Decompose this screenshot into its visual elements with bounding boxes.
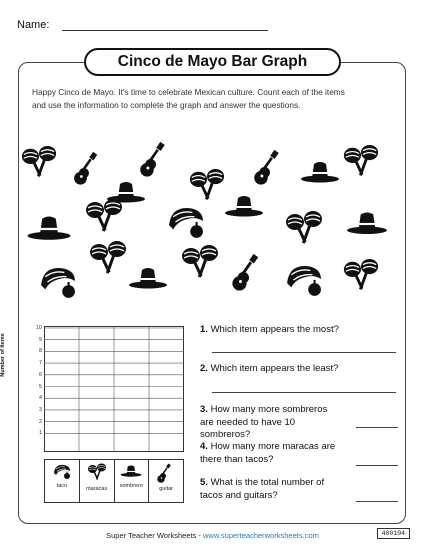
y-tick-label: 5 xyxy=(38,383,42,390)
category-sombrero xyxy=(115,460,150,502)
worksheet-code: 400104 xyxy=(377,528,410,539)
question-number: 2. xyxy=(200,363,208,374)
question-text: Which item appears the least? xyxy=(210,363,339,374)
sombrero-icon xyxy=(120,463,142,480)
maracas-icon xyxy=(90,241,126,274)
items-to-count xyxy=(20,140,400,315)
y-tick-label: 3 xyxy=(38,406,42,413)
maracas-icon xyxy=(344,145,378,176)
guitar-icon xyxy=(74,152,97,185)
sombrero-icon xyxy=(27,217,70,240)
question-1 xyxy=(200,324,400,337)
y-tick-label: 6 xyxy=(38,371,42,378)
question-3 xyxy=(200,404,340,442)
category-label: sombrero xyxy=(119,483,143,489)
category-guitar xyxy=(149,460,183,502)
question-text: What is the total number of tacos and guitars? xyxy=(200,477,325,501)
category-maracas xyxy=(80,460,115,502)
footer-url[interactable]: www.superteacherworksheets.com xyxy=(202,531,319,540)
sombrero-icon xyxy=(129,268,167,289)
footer-credit: Super Teacher Worksheets - xyxy=(106,531,203,540)
y-tick-label: 2 xyxy=(38,418,42,425)
taco-icon xyxy=(52,463,72,480)
maracas-icon xyxy=(86,199,122,232)
answer-line-3[interactable] xyxy=(356,427,398,428)
y-tick-label: 1 xyxy=(38,430,42,437)
question-number: 4. xyxy=(200,441,208,452)
maracas-icon xyxy=(87,463,107,483)
question-5 xyxy=(200,477,340,502)
y-tick-label: 10 xyxy=(35,325,42,331)
question-number: 3. xyxy=(200,404,208,415)
y-tick-label: 7 xyxy=(38,360,42,367)
question-4 xyxy=(200,441,340,466)
sombrero-icon xyxy=(347,212,387,234)
taco-icon xyxy=(287,266,321,296)
worksheet-title: Cinco de Mayo Bar Graph xyxy=(84,48,341,76)
guitar-icon xyxy=(232,254,258,291)
guitar-icon xyxy=(156,463,176,483)
footer xyxy=(0,531,425,540)
category-legend xyxy=(44,459,184,503)
question-text: Which item appears the most? xyxy=(210,324,339,335)
question-2 xyxy=(200,363,400,376)
sombrero-icon xyxy=(225,196,263,217)
answer-line-5[interactable] xyxy=(356,501,398,502)
maracas-icon xyxy=(190,169,224,200)
category-label: guitar xyxy=(159,486,173,492)
sombrero-icon xyxy=(301,162,339,183)
y-tick-label: 8 xyxy=(38,348,42,355)
name-field[interactable] xyxy=(62,30,268,31)
category-taco xyxy=(45,460,80,502)
question-number: 5. xyxy=(200,477,208,488)
question-text: How many more sombreros are needed to have 10 sombreros? xyxy=(200,404,328,440)
guitar-icon xyxy=(254,150,279,185)
category-label: taco xyxy=(56,483,68,489)
answer-line-4[interactable] xyxy=(356,465,398,466)
guitar-icon xyxy=(140,142,165,177)
category-label: maracas xyxy=(86,486,108,492)
name-label: Name: xyxy=(17,19,50,31)
question-number: 1. xyxy=(200,324,208,335)
y-tick-label: 4 xyxy=(38,395,42,402)
maracas-icon xyxy=(182,245,218,278)
maracas-icon xyxy=(286,211,322,244)
maracas-icon xyxy=(22,146,56,177)
answer-line-2[interactable] xyxy=(212,392,396,393)
taco-icon xyxy=(169,208,203,238)
question-text: How many more maracas are there than tacos? xyxy=(200,441,336,465)
instructions-text: Happy Cinco de Mayo. It's time to celebrate Mexican culture. Count each of the items and use the information to complete the graph and answer the questions. xyxy=(32,87,345,110)
y-axis-label: Number of Items xyxy=(0,333,6,377)
maracas-icon xyxy=(344,259,378,290)
taco-icon xyxy=(41,268,75,298)
answer-line-1[interactable] xyxy=(212,352,396,353)
bar-graph-grid[interactable] xyxy=(44,326,184,452)
y-tick-label: 9 xyxy=(38,336,42,343)
